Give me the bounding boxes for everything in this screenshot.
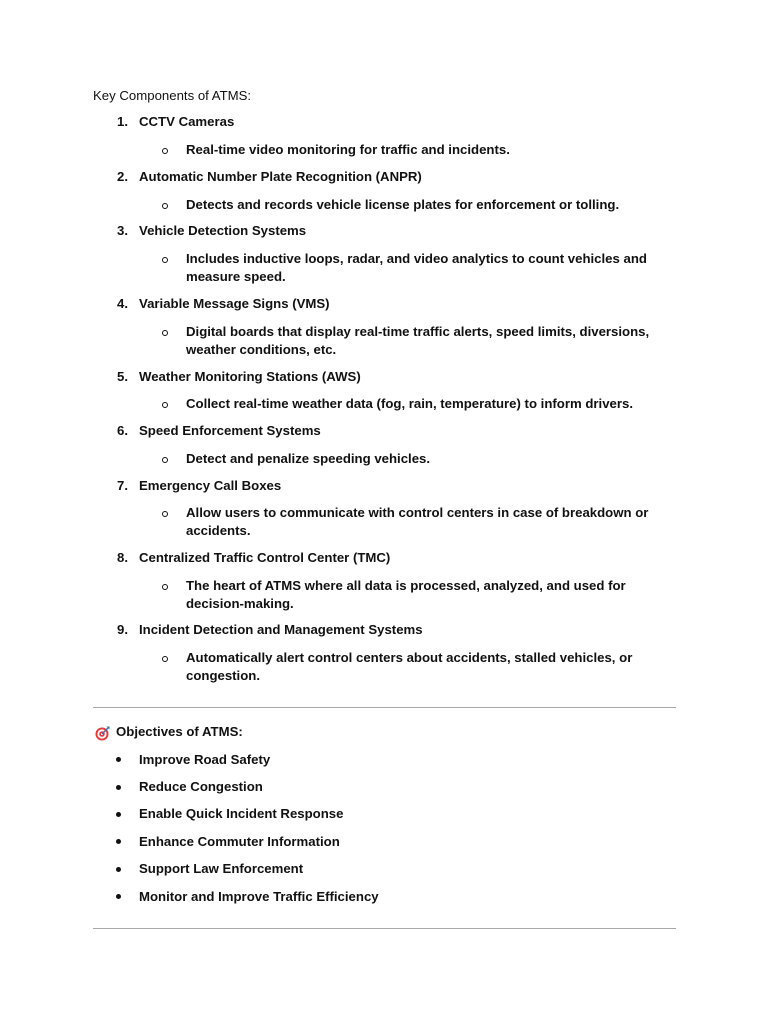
item-description: Detect and penalize speeding vehicles. (186, 451, 431, 466)
item-title: Incident Detection and Management Systems (139, 622, 423, 637)
item-description: accidents. (186, 523, 251, 538)
item-description: measure speed. (186, 269, 286, 284)
item-description: weather conditions, etc. (186, 342, 337, 357)
item-title: Weather Monitoring Stations (AWS) (139, 369, 361, 384)
horizontal-rule (93, 707, 676, 708)
objective-item: Improve Road Safety (139, 752, 271, 767)
item-number: 8. (117, 550, 128, 565)
sub-bullet (162, 656, 168, 662)
item-description: Real-time video monitoring for traffic and incidents. (186, 142, 510, 157)
sub-bullet (162, 203, 168, 209)
item-number: 1. (117, 114, 128, 129)
item-title: CCTV Cameras (139, 114, 235, 129)
bullet (116, 757, 121, 762)
item-number: 2. (117, 169, 128, 184)
target-icon (94, 725, 110, 741)
item-number: 7. (117, 478, 128, 493)
sub-bullet (162, 330, 168, 336)
item-description: Allow users to communicate with control centers in case of breakdown or (186, 505, 649, 520)
item-description: Collect real-time weather data (fog, rain, temperature) to inform drivers. (186, 396, 634, 411)
item-title: Centralized Traffic Control Center (TMC) (139, 550, 391, 565)
objectives-heading: Objectives of ATMS: (116, 724, 243, 739)
sub-bullet (162, 511, 168, 517)
item-number: 5. (117, 369, 128, 384)
objective-item: Enable Quick Incident Response (139, 806, 344, 821)
item-title: Variable Message Signs (VMS) (139, 296, 330, 311)
item-description: Automatically alert control centers about accidents, stalled vehicles, or (186, 650, 633, 665)
item-title: Vehicle Detection Systems (139, 223, 307, 238)
item-title: Speed Enforcement Systems (139, 423, 321, 438)
bullet (116, 812, 121, 817)
item-description: Includes inductive loops, radar, and video analytics to count vehicles and (186, 251, 647, 266)
sub-bullet (162, 257, 168, 263)
sub-bullet (162, 148, 168, 154)
item-number: 3. (117, 223, 128, 238)
item-number: 6. (117, 423, 128, 438)
objective-item: Enhance Commuter Information (139, 834, 340, 849)
sub-bullet (162, 402, 168, 408)
bullet (116, 867, 121, 872)
item-description: Detects and records vehicle license plates for enforcement or tolling. (186, 197, 620, 212)
components-heading: Key Components of ATMS: (93, 88, 252, 103)
objective-item: Monitor and Improve Traffic Efficiency (139, 889, 379, 904)
sub-bullet (162, 584, 168, 590)
bullet (116, 785, 121, 790)
objective-item: Support Law Enforcement (139, 861, 304, 876)
item-description: Digital boards that display real-time traffic alerts, speed limits, diversions, (186, 324, 650, 339)
item-description: congestion. (186, 668, 260, 683)
objective-item: Reduce Congestion (139, 779, 263, 794)
item-title: Emergency Call Boxes (139, 478, 282, 493)
item-description: decision-making. (186, 596, 294, 611)
item-title: Automatic Number Plate Recognition (ANPR) (139, 169, 422, 184)
sub-bullet (162, 457, 168, 463)
bullet (116, 839, 121, 844)
item-number: 4. (117, 296, 128, 311)
item-number: 9. (117, 622, 128, 637)
bullet (116, 894, 121, 899)
item-description: The heart of ATMS where all data is processed, analyzed, and used for (186, 578, 626, 593)
horizontal-rule (93, 928, 676, 929)
